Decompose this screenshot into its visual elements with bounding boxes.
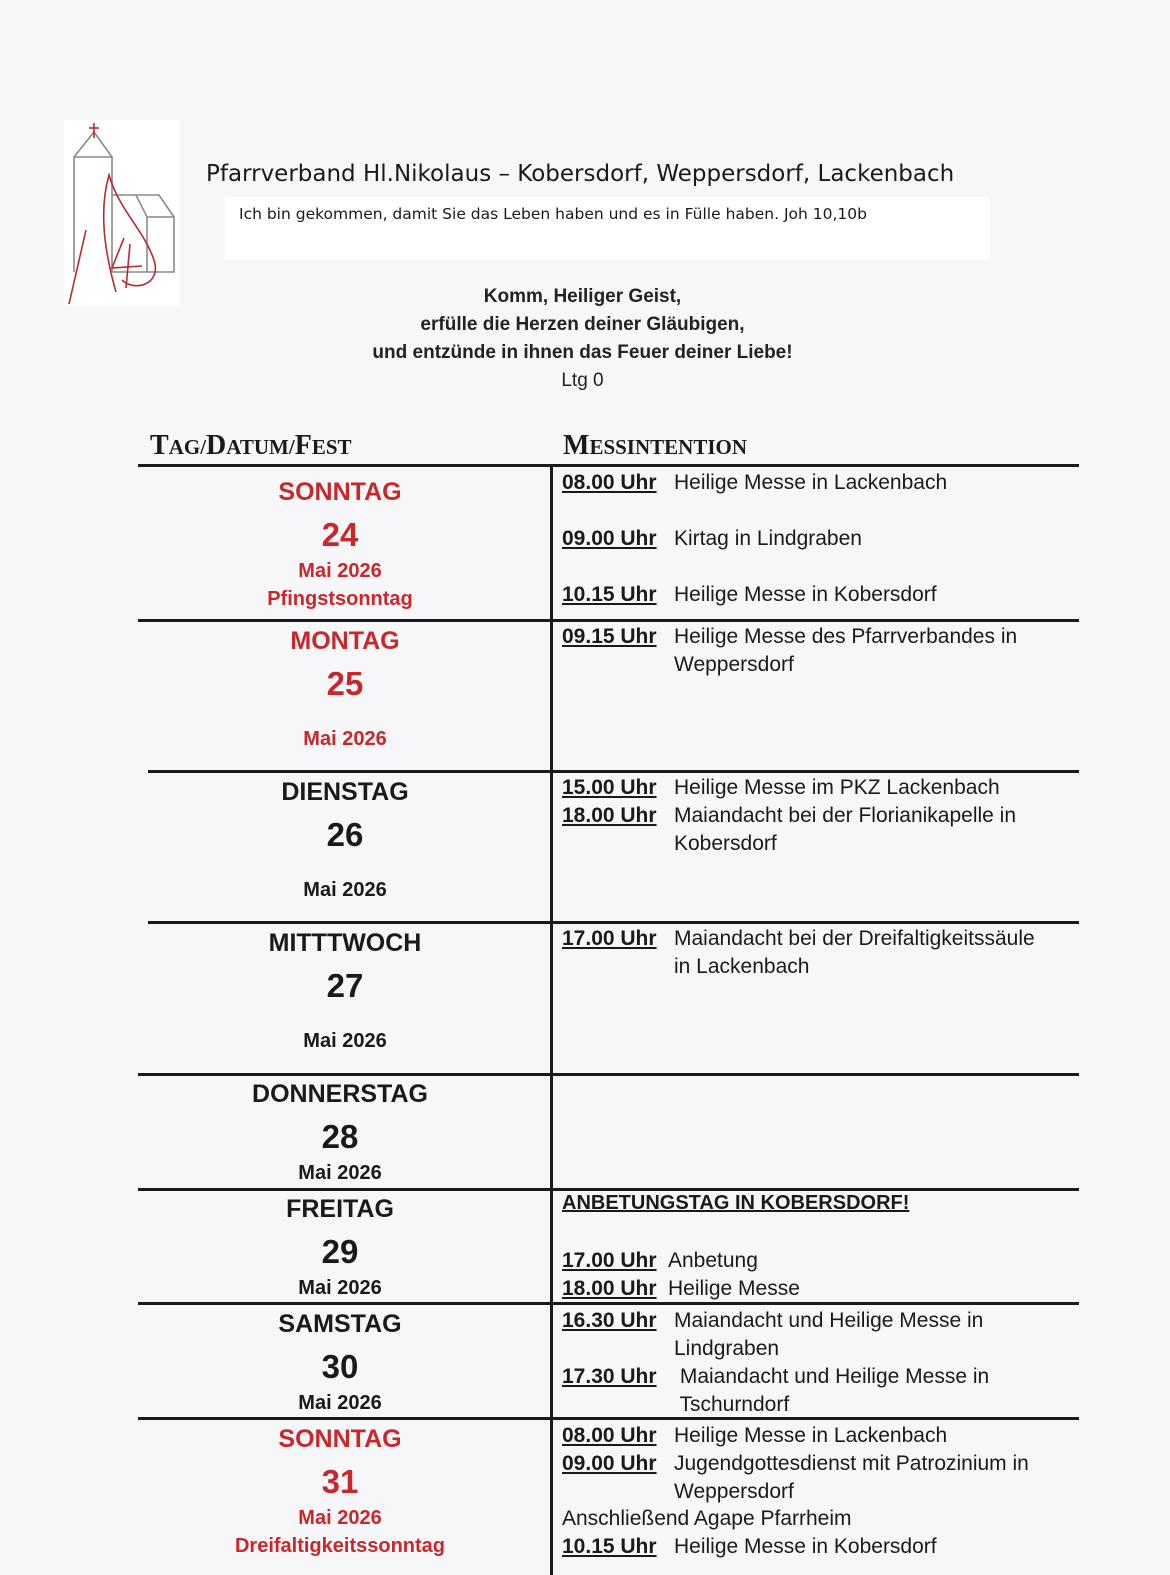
entry: [562, 581, 937, 609]
feast-name: Dreifaltigkeitssonntag: [234, 1535, 446, 1557]
entry-text: Kirtag in Lindgraben: [674, 527, 862, 550]
entry: [562, 802, 1017, 830]
prayer-line: und entzünde in ihnen das Feuer deiner Liebe!: [372, 342, 793, 363]
column-divider: [550, 467, 553, 1575]
day-month: Mai 2026: [298, 1277, 382, 1299]
entry-time: 08.00 Uhr: [562, 1424, 657, 1447]
day-month: Mai 2026: [303, 879, 387, 901]
entry-time: 18.00 Uhr: [562, 1277, 657, 1300]
day-number: 29: [321, 1233, 359, 1270]
day-name: SAMSTAG: [278, 1310, 402, 1338]
entry-text: Heilige Messe in Kobersdorf: [674, 1535, 937, 1558]
day-number: 31: [321, 1463, 359, 1500]
entry-time: 17.30 Uhr: [562, 1365, 657, 1388]
day-name: SONNTAG: [278, 478, 402, 506]
prayer-line: erfülle die Herzen deiner Gläubigen,: [420, 314, 745, 335]
entry: [562, 1363, 990, 1391]
entry: [562, 1422, 948, 1450]
day-number: 25: [326, 665, 364, 702]
prayer-line: Komm, Heiliger Geist,: [483, 286, 682, 307]
entry: [562, 925, 1035, 953]
entry-text: Heilige Messe des Pfarrverbandes in: [674, 625, 1018, 648]
entry-text: Lindgraben: [674, 1337, 780, 1360]
entry: [562, 1450, 1029, 1478]
entry-text: Heilige Messe in Kobersdorf: [674, 583, 937, 606]
day-month: Mai 2026: [303, 1030, 387, 1052]
entry-text: Anbetung: [668, 1249, 758, 1272]
entry-text: Kobersdorf: [674, 832, 777, 855]
entry-text: Weppersdorf: [674, 1480, 794, 1503]
table-divider: [148, 770, 1079, 773]
day-month: Mai 2026: [303, 728, 387, 750]
entry: [562, 1307, 984, 1335]
entry-text: Jugendgottesdienst mit Patrozinium in: [674, 1452, 1029, 1475]
entry-time: 09.00 Uhr: [562, 527, 657, 550]
entry-text: Tschurndorf: [674, 1393, 790, 1416]
entry-text: Heilige Messe: [668, 1277, 800, 1300]
column-header-intention: MESSINTENTION: [563, 430, 747, 461]
entry-time: 09.00 Uhr: [562, 1452, 657, 1475]
day-number: 30: [321, 1348, 359, 1385]
entry-time: 17.00 Uhr: [562, 1249, 657, 1272]
entry: [562, 525, 862, 553]
entry-time: 08.00 Uhr: [562, 471, 657, 494]
agape-note: Anschließend Agape Pfarrheim: [562, 1507, 852, 1530]
column-header-date: TAG/DATUM/FEST: [150, 430, 352, 461]
prayer-line: Ltg 0: [561, 370, 604, 391]
church-logo-icon: [64, 120, 180, 306]
day-number: 24: [321, 516, 359, 553]
motto-box: [225, 197, 990, 260]
prayer: [280, 283, 885, 395]
entry-time: 18.00 Uhr: [562, 804, 657, 827]
day-number: 27: [326, 967, 364, 1004]
day-number: 28: [321, 1118, 359, 1155]
table-divider: [138, 1417, 1079, 1420]
day-name: DIENSTAG: [281, 778, 409, 806]
entry-time: 15.00 Uhr: [562, 776, 657, 799]
entry-text: in Lackenbach: [674, 955, 810, 978]
table-divider: [138, 1073, 1079, 1076]
feast-name: Pfingstsonntag: [267, 588, 413, 610]
entry: [562, 623, 1018, 651]
entry: [562, 1533, 937, 1561]
entry-text: Maiandacht bei der Florianikapelle in: [674, 804, 1017, 827]
table-divider: [138, 619, 1079, 622]
entry-time: 09.15 Uhr: [562, 625, 657, 648]
day-month: Mai 2026: [298, 1507, 382, 1529]
entry-text: Heilige Messe in Lackenbach: [674, 1424, 948, 1447]
entry-text: Weppersdorf: [674, 653, 794, 676]
table-divider: [138, 464, 1079, 467]
day-month: Mai 2026: [298, 560, 382, 582]
day-name: MONTAG: [290, 627, 400, 655]
entry: [562, 1247, 758, 1275]
table-divider: [138, 1188, 1079, 1191]
entry-text: Maiandacht und Heilige Messe in: [674, 1309, 984, 1332]
day-name: DONNERSTAG: [252, 1080, 428, 1108]
entry-text: Maiandacht bei der Dreifaltigkeitssäule: [674, 927, 1035, 950]
parish-title: Pfarrverband Hl.Nikolaus – Kobersdorf, Weppersdorf, Lackenbach: [206, 161, 955, 187]
day-month: Mai 2026: [298, 1162, 382, 1184]
entry-time: 10.15 Uhr: [562, 1535, 657, 1558]
motto-text: Ich bin gekommen, damit Sie das Leben haben und es in Fülle haben. Joh 10,10b: [239, 205, 867, 223]
entry-text: Heilige Messe im PKZ Lackenbach: [674, 776, 1000, 799]
entry-time: 10.15 Uhr: [562, 583, 657, 606]
day-name: MITTTWOCH: [268, 929, 422, 957]
entry-text: Maiandacht und Heilige Messe in: [674, 1365, 990, 1388]
day-number: 26: [326, 816, 364, 853]
entry-time: 17.00 Uhr: [562, 927, 657, 950]
day-name: FREITAG: [286, 1195, 394, 1223]
adoration-day-banner: ANBETUNGSTAG IN KOBERSDORF!: [562, 1192, 910, 1214]
entry: [562, 469, 948, 497]
entry-time: 16.30 Uhr: [562, 1309, 657, 1332]
entry: [562, 1275, 800, 1303]
day-name: SONNTAG: [278, 1425, 402, 1453]
day-month: Mai 2026: [298, 1392, 382, 1414]
entry-text: Heilige Messe in Lackenbach: [674, 471, 948, 494]
entry: [562, 774, 1000, 802]
table-divider: [148, 921, 1079, 924]
